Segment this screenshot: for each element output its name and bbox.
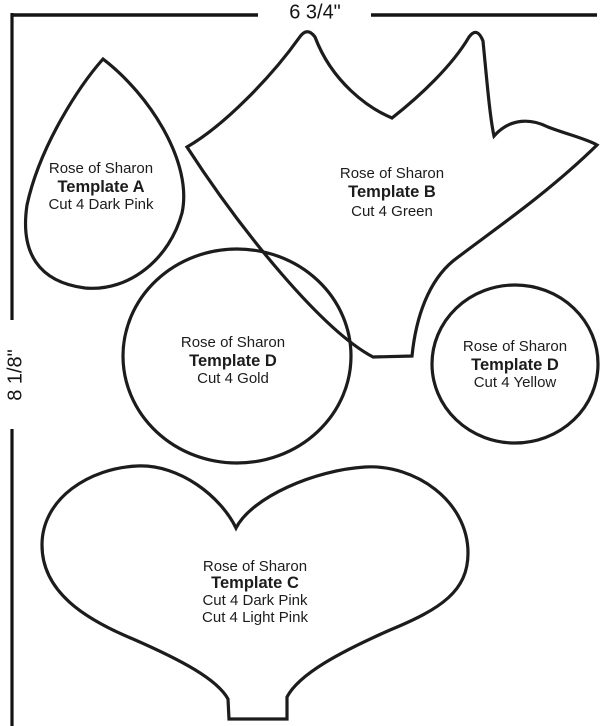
template-a-label	[48, 160, 153, 214]
template-b-label	[340, 164, 444, 221]
template-a-name: Template A	[57, 178, 145, 196]
template-a-title: Rose of Sharon	[48, 160, 154, 177]
template-c-cut-2: Cut 4 Light Pink	[202, 609, 308, 626]
template-b-cut: Cut 4 Green	[351, 203, 433, 220]
template-b-name: Template B	[348, 183, 436, 201]
template-b-title: Rose of Sharon	[339, 165, 445, 182]
template-a-cut: Cut 4 Dark Pink	[48, 196, 154, 213]
template-c-label	[202, 558, 308, 626]
template-c-name: Template C	[211, 574, 299, 592]
template-c-title: Rose of Sharon	[202, 558, 308, 575]
template-d-yellow-cut: Cut 4 Yellow	[473, 374, 557, 391]
template-d-gold-title: Rose of Sharon	[180, 334, 286, 351]
template-d-yellow-label	[463, 338, 567, 392]
height-dimension-label: 8 1/8"	[4, 349, 27, 401]
template-d-gold-name: Template D	[189, 352, 277, 370]
template-d-yellow-name: Template D	[471, 356, 559, 374]
template-d-gold-cut: Cut 4 Gold	[197, 370, 269, 387]
template-d-yellow-title: Rose of Sharon	[462, 338, 568, 355]
template-d-gold-label	[181, 334, 285, 388]
width-dimension-label: 6 3/4"	[289, 1, 341, 24]
template-c-cut-1: Cut 4 Dark Pink	[202, 592, 308, 609]
